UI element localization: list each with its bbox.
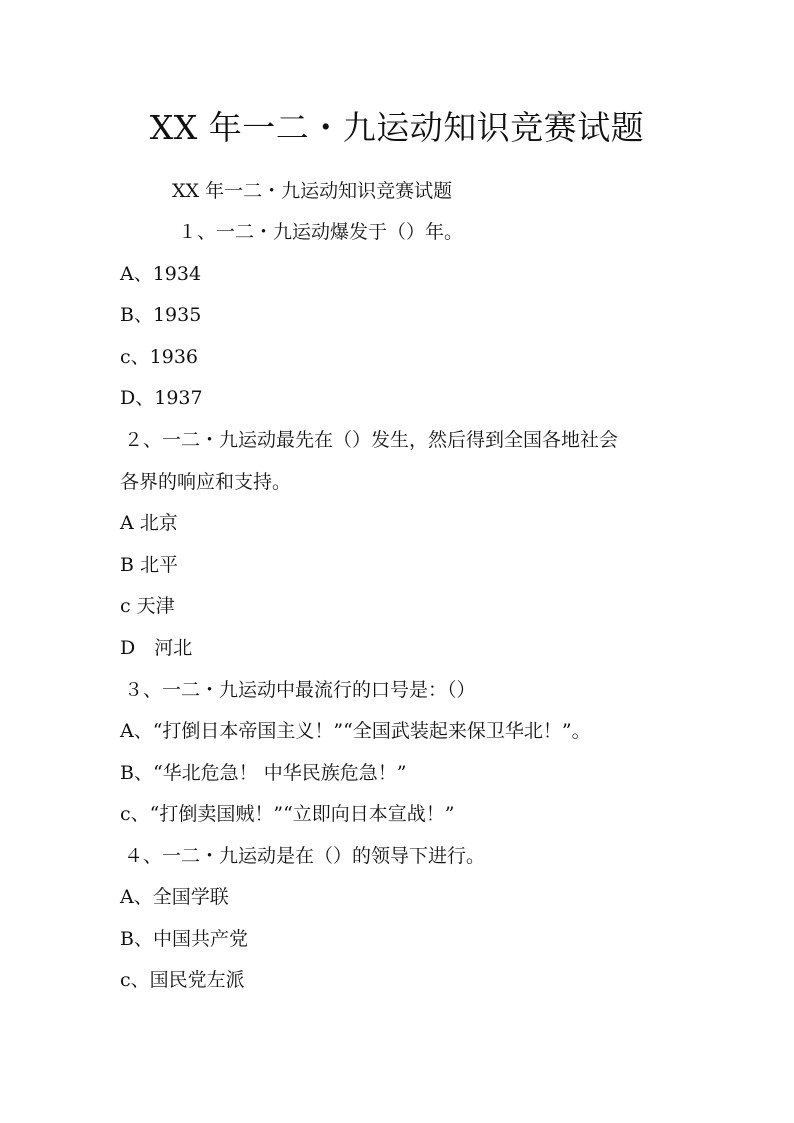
document-title: XX 年一二・九运动知识竞赛试题: [149, 108, 645, 147]
question-2-option-a: A 北京: [120, 512, 178, 534]
question-1-option-d: D、1937: [120, 387, 203, 409]
question-2-stem-continued: 各界的响应和支持。: [120, 471, 292, 493]
question-2-option-b: B 北平: [120, 554, 179, 576]
question-2-option-c: c 天津: [120, 595, 175, 617]
question-2-stem: ２、一二・九运动最先在（）发生，然后得到全国各地社会: [124, 429, 619, 451]
question-4-option-a: A、全国学联: [120, 886, 229, 908]
question-3-option-a: A、“打倒日本帝国主义！”“全国武装起来保卫华北！”。: [120, 720, 591, 742]
question-1-option-a: A、1934: [120, 263, 202, 285]
question-4-option-c: c、国民党左派: [120, 969, 245, 991]
question-1-stem: １、一二・九运动爆发于（）年。: [178, 221, 464, 243]
question-3-option-c: c、“打倒卖国贼！”“立即向日本宣战！”: [120, 803, 455, 825]
question-1-option-c: c、1936: [120, 346, 198, 368]
question-1-option-b: B、1935: [120, 304, 202, 326]
document-subtitle: XX 年一二・九运动知识竞赛试题: [172, 180, 453, 202]
question-2-option-d: D 河北: [120, 637, 193, 659]
question-3-option-b: B、“华北危急！ 中华民族危急！”: [120, 762, 407, 784]
question-3-stem: ３、一二・九运动中最流行的口号是：（）: [124, 679, 476, 701]
question-4-option-b: B、中国共产党: [120, 928, 248, 950]
question-4-stem: ４、一二・九运动是在（）的领导下进行。: [124, 845, 486, 867]
